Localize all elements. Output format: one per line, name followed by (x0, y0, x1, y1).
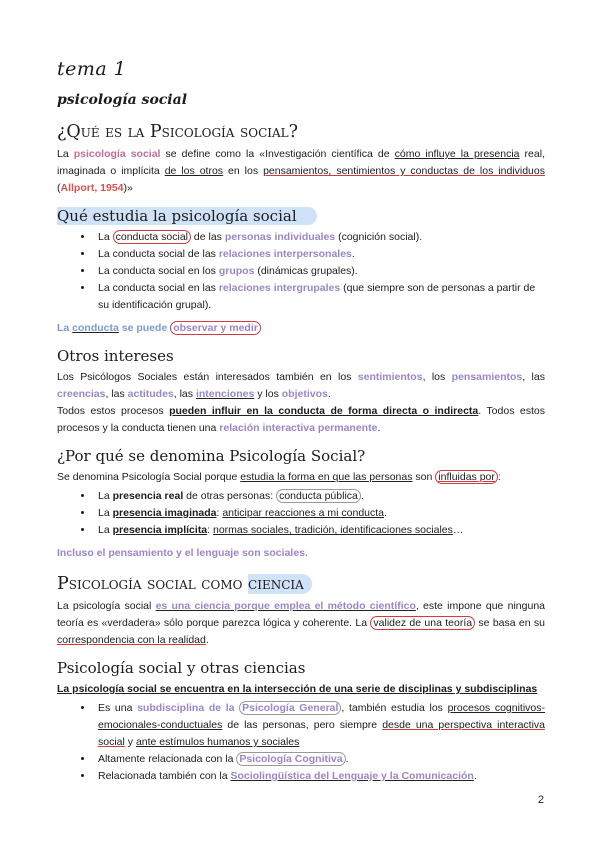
list-item: • La conducta social en las relaciones intergrupales (que siempre son de personas a partir de su identificación grupal). (94, 280, 545, 314)
list-item: • La presencia imaginada: anticipar reacciones a mi conducta. (94, 505, 545, 522)
interests-paragraph: Los Psicólogos Sociales están interesados también en los sentimientos, los pensamientos, las creencias, las actitudes, las intenciones y los objetivos. (57, 371, 545, 400)
page-number: 2 (537, 794, 544, 806)
section-title-why-named: ¿Por qué se denomina Psicología Social? (57, 447, 366, 465)
studies-list (57, 229, 545, 314)
section-title-what-studies: Qué estudia la psicología social (57, 207, 545, 225)
section-title-science: Psicología social como ciencia (57, 574, 545, 594)
list-item: • La conducta social de las personas individuales (cognición social). (94, 229, 545, 246)
conduct-note: La conducta se puede observar y medir (57, 320, 545, 337)
document-page (57, 52, 545, 791)
list-item: • La presencia implícita: normas sociales, tradición, identificaciones sociales… (94, 522, 545, 539)
section-title-what-is: ¿Qué es la Psicología social? (57, 122, 299, 142)
presence-list (57, 488, 545, 539)
social-note: Incluso el pensamiento y el lenguaje son sociales. (57, 547, 308, 559)
science-paragraph: La psicología social es una ciencia porque emplea el método científico, este impone que ninguna teoría es «verdadera» sólo porque parezca lógica y coherente. La validez de una teoría se basa en su correspondencia con la realidad. (57, 600, 546, 646)
definition-paragraph: La psicología social se define como la «Investigación científica de cómo influye la presencia real, imaginada o implícita de los otros en los pensamientos, sentimientos y conductas de los individuos (Allport, 1954)» (57, 148, 545, 194)
list-item: • La presencia real de otras personas: conducta pública . (94, 488, 545, 505)
list-item: • La conducta social de las relaciones interpersonales. (94, 246, 545, 263)
list-item: • Relacionada también con la Sociolingüística del Lenguaje y la Comunicación. (94, 768, 545, 785)
processes-paragraph: Todos estos procesos pueden influir en la conducta de forma directa o indirecta. Todos estos procesos y la conducta tienen una relación interactiva permanente. (57, 405, 545, 434)
handwritten-topic: tema 1 (57, 58, 127, 80)
subject-title: psicología social (57, 92, 188, 108)
section-title-other-sciences: Psicología social y otras ciencias (57, 659, 306, 677)
section-title-other-interests: Otros intereses (57, 347, 174, 365)
sciences-list (57, 700, 545, 785)
list-item: • Altamente relacionada con la Psicología Cognitiva . (94, 751, 545, 768)
list-item: • La conducta social en los grupos (dinámicas grupales). (94, 263, 545, 280)
intersection-paragraph: La psicología social se encuentra en la intersección de una serie de disciplinas y subdisciplinas (57, 683, 538, 695)
list-item: • Es una subdisciplina de la Psicología General , también estudia los procesos cognitivos-emocionales-conductuales de las personas, pero siempre desde una perspectiva interactiva social y ante estímulos humanos y sociales (94, 700, 545, 751)
why-paragraph: Se denomina Psicología Social porque estudia la forma en que las personas son influidas por : (57, 471, 501, 483)
